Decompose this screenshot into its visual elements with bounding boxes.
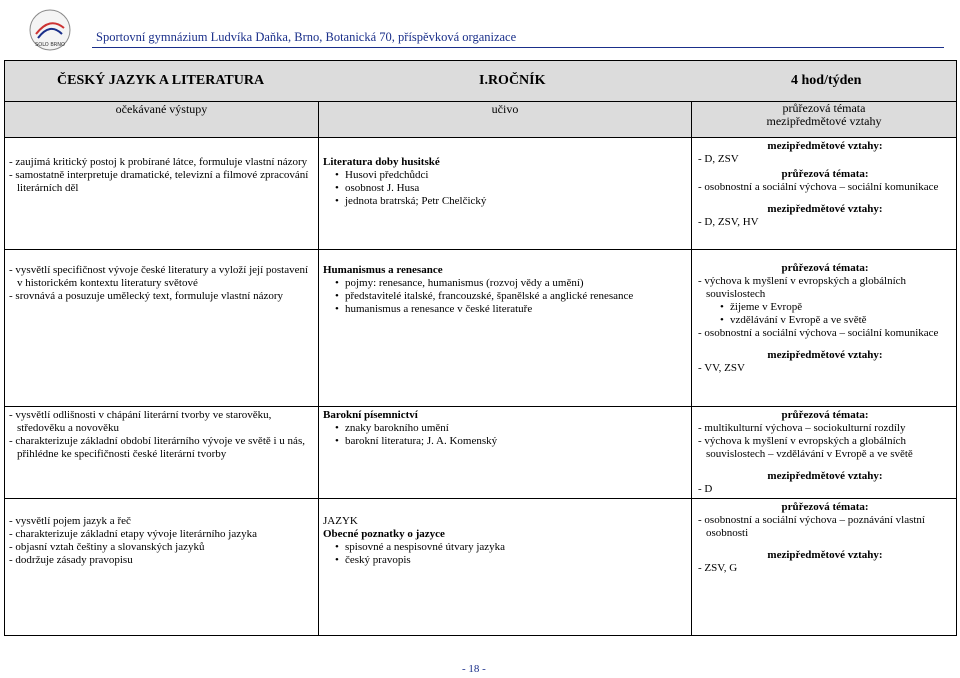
col-header-content: učivo [319, 102, 692, 138]
outcome-item: - vysvětlí odlišnosti v chápání literární tvorby ve starověku, středověku a novověku [9, 409, 272, 434]
content-heading: Barokní písemnictví [323, 409, 418, 421]
subject-title: ČESKÝ JAZYK A LITERATURA [57, 73, 265, 88]
cross-item: - multikulturní výchova – sociokulturní rozdíly [698, 422, 906, 434]
cross-item: - D [698, 483, 713, 495]
content-heading: Humanismus a renesance [323, 264, 443, 276]
cross-item: - osobnostní a sociální výchova – poznávání vlastní osobnosti [698, 514, 925, 539]
content-item: • Husovi předchůdci [323, 169, 687, 182]
outcomes-cell [5, 499, 319, 636]
content-item: • barokní literatura; J. A. Komenský [323, 435, 687, 448]
content-item: • osobnost J. Husa [323, 182, 687, 195]
hours-title: 4 hod/týden [791, 73, 862, 88]
cross-item: - D, ZSV, HV [698, 216, 759, 228]
outcome-item: - vysvětlí pojem jazyk a řeč [9, 515, 131, 527]
cross-label: mezipředmětové vztahy: [767, 549, 883, 561]
svg-text:SOLO BRNO: SOLO BRNO [35, 42, 65, 48]
content-item: • český pravopis [323, 554, 687, 567]
cross-subitem: • žijeme v Evropě [698, 301, 952, 314]
outcomes-cell [5, 138, 319, 250]
school-logo [28, 8, 72, 52]
content-item: • pojmy: renesance, humanismus (rozvoj vědy a umění) [323, 277, 687, 290]
page-number: - 18 - [462, 663, 486, 675]
outcome-item: - vysvětlí specifičnost vývoje české literatury a vyloží její postavení v historickém kontextu literatury světové [9, 264, 309, 289]
content-cell [319, 407, 692, 499]
grade-title: I.ROČNÍK [479, 73, 546, 88]
content-cell [319, 499, 692, 636]
table-row [5, 138, 957, 250]
content-item: • humanismus a renesance v české literatuře [323, 303, 687, 316]
outcomes-cell [5, 250, 319, 407]
outcome-item: - samostatně interpretuje dramatické, televizní a filmové zpracování literárních děl [9, 169, 309, 194]
cross-label: průřezová témata: [781, 409, 869, 421]
content-section-label: JAZYK [323, 515, 358, 527]
outcomes-cell [5, 407, 319, 499]
cross-label: mezipředmětové vztahy: [767, 470, 883, 482]
content-cell [319, 138, 692, 250]
cross-subitem: • vzdělávání v Evropě a ve světě [698, 314, 952, 327]
content-item: • znaky barokního umění [323, 422, 687, 435]
col-header-cross [692, 102, 957, 138]
col-header-cross-line1: průřezová témata [782, 101, 866, 115]
table-row [5, 499, 957, 636]
cross-label: mezipředmětové vztahy: [767, 203, 883, 215]
outcome-item: - dodržuje zásady pravopisu [9, 554, 133, 566]
outcome-item: - objasní vztah češtiny a slovanských jazyků [9, 541, 205, 553]
column-header-row [5, 102, 957, 138]
cross-item: - VV, ZSV [698, 362, 745, 374]
content-heading: Obecné poznatky o jazyce [323, 528, 445, 540]
cross-item: - D, ZSV [698, 153, 739, 165]
content-cell [319, 250, 692, 407]
syllabus-table [4, 60, 957, 636]
content-item: • spisovné a nespisovné útvary jazyka [323, 541, 687, 554]
col-header-cross-line2: mezipředmětové vztahy [766, 114, 882, 128]
cross-cell [692, 407, 957, 499]
cross-cell [692, 499, 957, 636]
cross-label: mezipředmětové vztahy: [767, 140, 883, 152]
header-rule [92, 47, 944, 48]
col-header-outcomes: očekávané výstupy [5, 102, 319, 138]
outcome-item: - charakterizuje základní období literárního vývoje ve světě i u nás, přihlédne ke specifičnosti české literární tvorby [9, 435, 305, 460]
cross-item: - výchova k myšlení v evropských a globálních souvislostech – vzdělávání v Evropě a ve světě [698, 435, 913, 460]
cross-item: - osobnostní a sociální výchova – sociální komunikace [698, 181, 939, 193]
outcome-item: - srovnává a posuzuje umělecký text, formuluje vlastní názory [9, 290, 283, 302]
school-name: Sportovní gymnázium Ludvíka Daňka, Brno, Botanická 70, příspěvková organizace [96, 30, 517, 44]
cross-label: průřezová témata: [781, 262, 869, 274]
content-heading: Literatura doby husitské [323, 156, 440, 168]
cross-cell [692, 138, 957, 250]
content-item: • jednota bratrská; Petr Chelčický [323, 195, 687, 208]
table-row [5, 250, 957, 407]
cross-cell [692, 250, 957, 407]
cross-item: - ZSV, G [698, 562, 738, 574]
cross-label: mezipředmětové vztahy: [767, 349, 883, 361]
title-row [5, 61, 957, 102]
cross-label: průřezová témata: [781, 501, 869, 513]
cross-item: - výchova k myšlení v evropských a globálních souvislostech [698, 275, 907, 300]
cross-label: průřezová témata: [781, 168, 869, 180]
table-row [5, 407, 957, 499]
outcome-item: - zaujímá kritický postoj k probírané látce, formuluje vlastní názory [9, 156, 308, 168]
content-item: • představitelé italské, francouzské, španělské a anglické renesance [323, 290, 687, 303]
cross-item: - osobnostní a sociální výchova – sociální komunikace [698, 327, 939, 339]
outcome-item: - charakterizuje základní etapy vývoje literárního jazyka [9, 528, 257, 540]
